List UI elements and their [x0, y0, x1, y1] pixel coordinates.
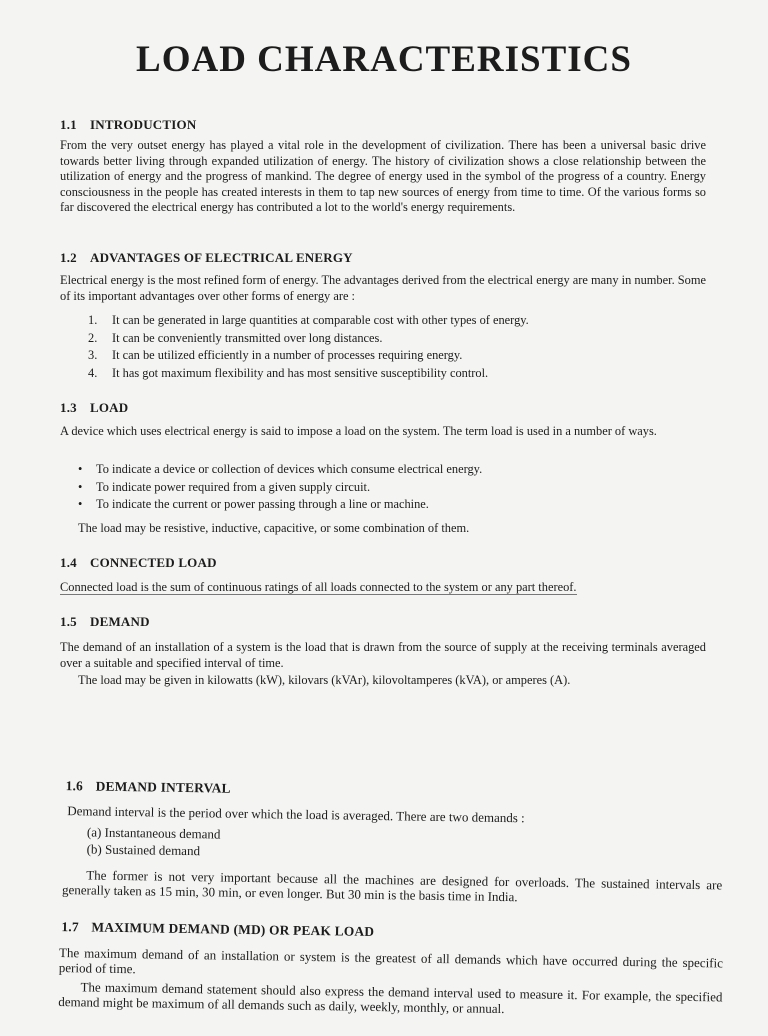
- section-heading-maximum-demand: [61, 919, 374, 940]
- maximum-demand-note: The maximum demand statement should also express the demand interval used to measure it. For example, the specified demand might be maximum of all demands such as daily, weekly, monthly, or annual.: [58, 979, 723, 1017]
- list-item: 4. It has got maximum flexibility and has most sensitive susceptibility control.: [88, 365, 489, 380]
- list-item: 3. It can be utilized efficiently in a number of processes requiring energy.: [88, 348, 463, 363]
- advantages-paragraph: Electrical energy is the most refined form of energy. The advantages derived from the electrical energy are many in number. Some of its important advantages over other forms of energy are :: [60, 273, 706, 303]
- demand-note: The load may be given in kilowatts (kW), kilovars (kVAr), kilovoltamperes (kVA), or amperes (A).: [78, 673, 571, 687]
- list-item: 2. It can be conveniently transmitted over long distances.: [88, 330, 383, 345]
- section-number: 1.4: [60, 555, 77, 570]
- demand-interval-note: The former is not very important because all the machines are designed for overloads. The sustained intervals are generally taken as 15 min, 30 min, or even longer. But 30 min is the basis time in India.: [61, 867, 723, 905]
- demand-types-list: [87, 823, 487, 863]
- load-paragraph: A device which uses electrical energy is said to impose a load on the system. The term load is used in a number of ways.: [60, 424, 657, 438]
- section-title: INTRODUCTION: [90, 117, 197, 132]
- section-heading-demand-interval: [66, 778, 231, 797]
- list-item: • To indicate the current or power passing through a line or machine.: [78, 497, 429, 512]
- list-item: • To indicate power required from a given supply circuit.: [78, 479, 371, 494]
- section-number: 1.5: [60, 614, 77, 629]
- page-title: LOAD CHARACTERISTICS: [136, 39, 632, 80]
- maximum-demand-paragraph: The maximum demand of an installation or system is the greatest of all demands which have occurred during the specific period of time.: [58, 945, 724, 977]
- list-item: 1. It can be generated in large quantities at comparable cost with other types of energy.: [88, 313, 529, 327]
- section-number: 1.1: [60, 117, 77, 132]
- section-number: 1.6: [65, 778, 84, 794]
- section-title: LOAD: [90, 400, 129, 415]
- list-item: • To indicate a device or collection of devices which consume electrical energy.: [78, 462, 483, 476]
- section-title: MAXIMUM DEMAND (MD) OR PEAK LOAD: [91, 919, 375, 939]
- introduction-paragraph: From the very outset energy has played a vital role in the development of civilization. There has been a universal basic drive towards better living through expanded utilization of energy. The history of civilization shows a close relationship between the utilization of energy and the progress of mankind. The degree of energy used in the symbol of the progress of a country. Energy consciousness in the people has created interests in them to tap new sources of energy from time to time. Of the various forms so far discovered the electrical energy has contributed a lot to the world's energy requirements.: [60, 138, 706, 215]
- section-title: CONNECTED LOAD: [90, 555, 217, 570]
- section-number: 1.3: [60, 400, 77, 415]
- load-note: The load may be resistive, inductive, capacitive, or some combination of them.: [78, 521, 470, 535]
- demand-paragraph: The demand of an installation of a system is the load that is drawn from the source of supply at the receiving terminals averaged over a suitable and specified interval of time.: [60, 640, 706, 670]
- section-number: 1.7: [61, 919, 79, 935]
- section-title: DEMAND INTERVAL: [95, 778, 231, 796]
- section-title: DEMAND: [90, 614, 150, 629]
- connected-load-paragraph: Connected load is the sum of continuous ratings of all loads connected to the system or any part thereof.: [60, 580, 577, 594]
- list-item: (a) Instantaneous demand: [86, 824, 221, 842]
- section-title: ADVANTAGES OF ELECTRICAL ENERGY: [90, 250, 353, 265]
- list-item: (b) Sustained demand: [86, 841, 201, 859]
- demand-interval-paragraph: Demand interval is the period over which the load is averaged. There are two demands :: [67, 803, 525, 826]
- section-number: 1.2: [60, 250, 77, 265]
